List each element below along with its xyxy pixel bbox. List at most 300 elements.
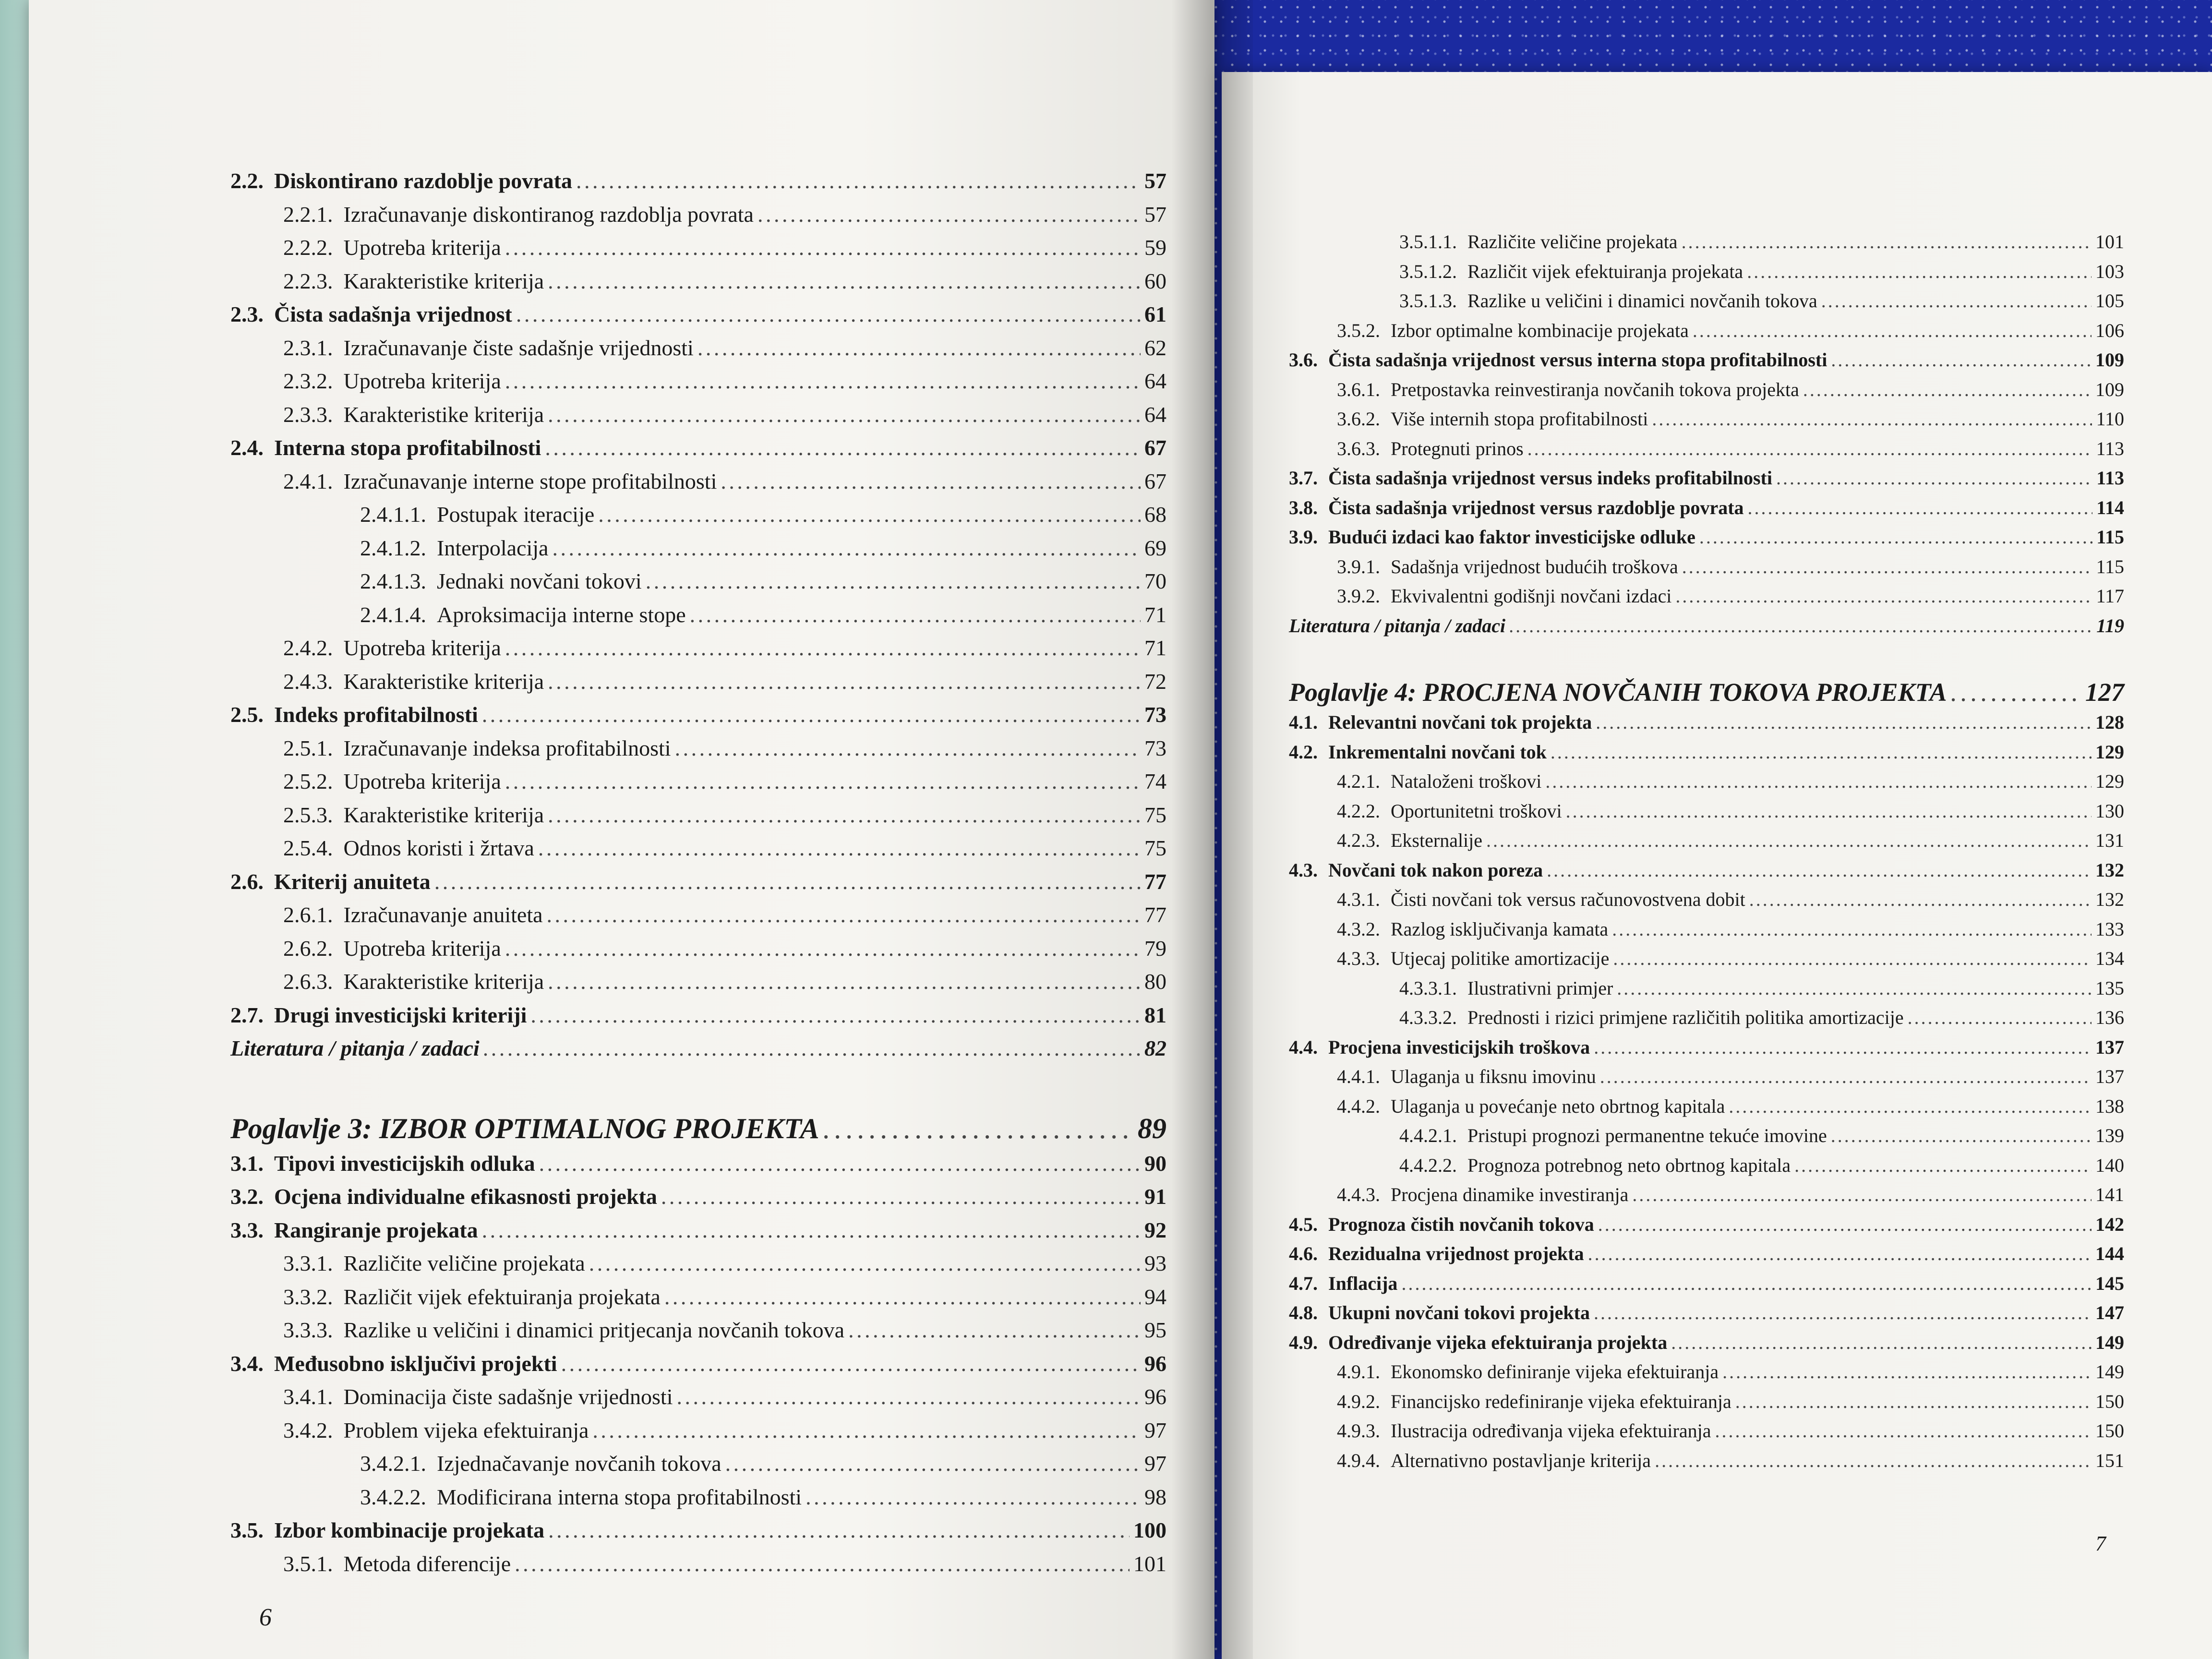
dot-leader — [1747, 260, 2092, 283]
toc-entry-title: Tipovi investicijskih odluka — [274, 1151, 535, 1176]
toc-entry-title: Izjednačavanje novčanih tokova — [437, 1451, 721, 1476]
toc-entry-title: Nataloženi troškovi — [1391, 770, 1542, 792]
dot-leader — [548, 268, 1141, 294]
dot-leader — [661, 1184, 1141, 1209]
toc-entry-number: 4.3. — [1289, 859, 1318, 881]
toc-entry-title: Alternativno postavljanje kriterija — [1391, 1449, 1651, 1471]
dot-leader — [1794, 1154, 2092, 1177]
toc-entry-title: Poglavlje 3: IZBOR OPTIMALNOG PROJEKTA — [230, 1112, 819, 1144]
toc-entry-title: Različit vijek efektuiranja projekata — [343, 1284, 661, 1309]
toc-section-entry — [1289, 1331, 2124, 1354]
dot-leader — [1699, 526, 2092, 548]
toc-entry-page: 59 — [1144, 235, 1166, 260]
toc-entry — [283, 1250, 1166, 1276]
dot-leader — [1594, 1036, 2092, 1058]
toc-entry-title: Inflacija — [1328, 1272, 1398, 1294]
toc-entry — [1337, 555, 2124, 578]
toc-entry — [283, 368, 1166, 394]
toc-entry-page: 142 — [2095, 1213, 2124, 1235]
toc-entry-page: 135 — [2095, 977, 2124, 999]
toc-entry-number: 2.4.1.2. — [360, 535, 426, 560]
toc-entry-page: 103 — [2095, 260, 2124, 282]
toc-entry-number: 4.4.3. — [1337, 1184, 1380, 1205]
toc-entry-number: 4.4. — [1289, 1036, 1318, 1058]
toc-entry — [283, 1551, 1166, 1576]
dot-leader — [505, 368, 1141, 394]
toc-entry-title: Odnos koristi i žrtava — [343, 836, 534, 860]
toc-entry-title: Različite veličine projekata — [343, 1251, 585, 1275]
toc-entry — [1337, 378, 2124, 401]
toc-entry-number: 4.7. — [1289, 1272, 1318, 1294]
dot-leader — [676, 1384, 1141, 1409]
dot-leader — [1600, 1065, 2092, 1088]
toc-entry-number: 2.2.2. — [283, 235, 333, 260]
toc-entry-number: 3.5.1.2. — [1399, 260, 1457, 282]
toc-entry-number: 2.3. — [230, 302, 264, 326]
toc-entry-title: Različit vijek efektuiranja projekata — [1467, 260, 1743, 282]
toc-entry-number: 3.3. — [230, 1217, 264, 1242]
dot-leader — [1749, 888, 2092, 911]
toc-entry-title: Izračunavanje interne stope profitabilnosti — [343, 469, 717, 493]
toc-entry-page: 89 — [1138, 1112, 1166, 1144]
toc-entry-page: 151 — [2095, 1449, 2124, 1471]
toc-entry-title: Aproksimacija interne stope — [437, 602, 686, 627]
toc-entry-title: Modificirana interna stopa profitabilnosti — [437, 1484, 802, 1509]
dot-leader — [1821, 289, 2092, 312]
toc-entry-number: 4.9. — [1289, 1331, 1318, 1353]
toc-entry-number: 4.9.4. — [1337, 1449, 1380, 1471]
toc-entry-title: Izračunavanje diskontiranog razdoblja povrata — [343, 202, 754, 227]
toc-entry-number: 2.4.1.4. — [360, 602, 426, 627]
dot-leader — [561, 1351, 1141, 1376]
toc-entry-title: Novčani tok nakon poreza — [1328, 859, 1543, 881]
dot-leader — [548, 969, 1141, 994]
toc-entry-title: Diskontirano razdoblje povrata — [274, 168, 572, 193]
toc-entry-title: Karakteristike kriterija — [343, 402, 544, 427]
toc-entry-number: 2.5.3. — [283, 802, 333, 827]
toc-entry-title: Upotreba kriterija — [343, 369, 501, 393]
toc-entry — [1337, 888, 2124, 911]
toc-entry-title: Izračunavanje čiste sadašnje vrijednosti — [343, 335, 694, 360]
toc-entry — [283, 669, 1166, 694]
dot-leader — [538, 835, 1141, 861]
dot-leader — [1596, 711, 2092, 733]
dot-leader — [1545, 770, 2092, 793]
toc-entry-page: 117 — [2096, 585, 2124, 607]
toc-entry-title: Različite veličine projekata — [1467, 231, 1678, 252]
toc-entry-number: 3.6. — [1289, 349, 1318, 371]
toc-entry-title: Procjena investicijskih troškova — [1328, 1036, 1590, 1058]
toc-entry — [360, 502, 1166, 527]
toc-entry-number: 2.5.2. — [283, 769, 333, 793]
toc-entry-page: 71 — [1144, 636, 1166, 660]
toc-entry-number: 3.1. — [230, 1151, 264, 1176]
toc-entry-number: 3.3.1. — [283, 1251, 333, 1275]
dot-leader — [505, 936, 1141, 961]
toc-entry-page: 60 — [1144, 268, 1166, 293]
dot-leader — [1598, 1213, 2092, 1236]
dot-leader — [548, 669, 1141, 694]
toc-entry-page: 73 — [1144, 702, 1166, 727]
toc-entry-number: 4.3.1. — [1337, 889, 1380, 910]
toc-entry-number: 3.7. — [1289, 467, 1318, 489]
dot-leader — [483, 1035, 1141, 1061]
toc-entry-number: 2.7. — [230, 1002, 264, 1027]
toc-entry — [283, 769, 1166, 794]
toc-entry-page: 149 — [2095, 1361, 2124, 1382]
toc-entry-page: 127 — [2085, 678, 2124, 707]
toc-entry-number: 3.6.1. — [1337, 378, 1380, 400]
toc-entry — [360, 535, 1166, 561]
dot-leader — [1715, 1419, 2092, 1442]
toc-entry-title: Procjena dinamike investiranja — [1391, 1184, 1629, 1205]
chapter-heading — [1289, 677, 2124, 707]
toc-entry-page: 109 — [2095, 378, 2124, 400]
toc-section-entry — [1289, 349, 2124, 371]
dot-leader — [1908, 1006, 2092, 1029]
toc-section-entry — [230, 1002, 1166, 1028]
toc-entry — [1337, 1390, 2124, 1413]
dot-leader — [548, 802, 1141, 828]
toc-entry-page: 72 — [1144, 669, 1166, 694]
toc-entry — [1399, 230, 2124, 253]
toc-entry-title: Izbor kombinacije projekata — [274, 1518, 545, 1542]
toc-entry — [1337, 1065, 2124, 1088]
toc-entry-page: 113 — [2096, 437, 2124, 459]
right-page — [1222, 72, 2212, 1659]
toc-entry-number: 3.9. — [1289, 526, 1318, 548]
toc-entry-page: 95 — [1144, 1318, 1166, 1342]
toc-entry-title: Međusobno isključivi projekti — [274, 1351, 557, 1376]
toc-entry — [230, 1035, 1166, 1061]
toc-entry-title: Dominacija čiste sadašnje vrijednosti — [343, 1384, 673, 1409]
toc-entry — [283, 402, 1166, 427]
toc-entry-page: 68 — [1144, 502, 1166, 527]
toc-entry-number: 4.9.1. — [1337, 1361, 1380, 1382]
toc-section-entry — [230, 301, 1166, 327]
toc-entry-page: 57 — [1144, 168, 1166, 193]
dot-leader — [1594, 1301, 2092, 1324]
toc-entry-number: 3.5.1.3. — [1399, 290, 1457, 312]
toc-entry-number: 3.4.2.1. — [360, 1451, 426, 1476]
toc-entry-page: 144 — [2095, 1243, 2124, 1264]
toc-entry-page: 137 — [2095, 1066, 2124, 1087]
toc-entry-page: 77 — [1144, 902, 1166, 927]
right-page-number: 7 — [2095, 1532, 2106, 1555]
dot-leader — [757, 202, 1141, 227]
toc-entry-title: Interpolacija — [437, 535, 549, 560]
toc-entry-page: 150 — [2095, 1390, 2124, 1412]
toc-section-entry — [1289, 1036, 2124, 1058]
toc-entry-title: Izračunavanje indeksa profitabilnosti — [343, 735, 671, 760]
toc-entry-number: 3.2. — [230, 1184, 264, 1209]
toc-entry-page: 134 — [2095, 948, 2124, 969]
toc-entry-page: 133 — [2095, 918, 2124, 940]
toc-entry — [360, 568, 1166, 594]
toc-entry-title: Pretpostavka reinvestiranja novčanih tokova projekta — [1391, 378, 1799, 400]
toc-entry-page: 67 — [1144, 435, 1166, 460]
toc-entry-page: 150 — [2095, 1420, 2124, 1442]
toc-entry-page: 80 — [1144, 969, 1166, 994]
dot-leader — [1831, 1124, 2092, 1147]
toc-entry-page: 94 — [1144, 1284, 1166, 1309]
dot-leader — [530, 1002, 1141, 1028]
toc-entry-page: 69 — [1144, 535, 1166, 560]
toc-entry — [283, 735, 1166, 761]
toc-entry-page: 140 — [2095, 1154, 2124, 1176]
toc-entry — [1337, 1183, 2124, 1206]
toc-entry — [1399, 1154, 2124, 1177]
toc-entry-number: 2.2.1. — [283, 202, 333, 227]
toc-entry-page: 136 — [2095, 1007, 2124, 1028]
dot-leader — [482, 1217, 1141, 1243]
toc-entry-title: Karakteristike kriterija — [343, 802, 544, 827]
toc-entry-page: 96 — [1144, 1384, 1166, 1409]
toc-entry-number: 2.2. — [230, 168, 264, 193]
toc-entry-page: 149 — [2095, 1331, 2124, 1353]
toc-entry-title: Razlog isključivanja kamata — [1391, 918, 1609, 940]
toc-entry-number: 2.6. — [230, 869, 264, 894]
toc-entry-title: Ilustracija određivanja vijeka efektuiranja — [1391, 1420, 1711, 1442]
toc-entry-number: 3.5.2. — [1337, 319, 1380, 341]
toc-entry-page: 64 — [1144, 369, 1166, 393]
toc-section-entry — [1289, 1213, 2124, 1236]
toc-entry-title: Drugi investicijski kriteriji — [274, 1002, 527, 1027]
toc-entry — [283, 1418, 1166, 1443]
dot-leader — [552, 535, 1141, 561]
dot-leader — [539, 1151, 1141, 1176]
toc-entry-page: 96 — [1144, 1351, 1166, 1376]
toc-entry — [1399, 1124, 2124, 1147]
toc-entry-title: Prognoza čistih novčanih tokova — [1328, 1213, 1594, 1235]
toc-entry — [283, 235, 1166, 260]
toc-entry-number: 2.5.4. — [283, 836, 333, 860]
dot-leader — [1682, 555, 2092, 578]
toc-entry-number: 2.3.1. — [283, 335, 333, 360]
toc-entry-title: Čista sadašnja vrijednost versus razdoblje povrata — [1328, 496, 1744, 518]
toc-entry-number: 4.2.2. — [1337, 800, 1380, 822]
toc-entry-title: Upotreba kriterija — [343, 636, 501, 660]
chapter-heading — [230, 1112, 1166, 1145]
toc-entry-page: 100 — [1133, 1518, 1166, 1542]
toc-entry-page: 115 — [2096, 555, 2124, 577]
toc-entry-number: 4.2.3. — [1337, 830, 1380, 851]
toc-entry-page: 97 — [1144, 1451, 1166, 1476]
toc-entry-page: 61 — [1144, 302, 1166, 326]
toc-entry-page: 106 — [2095, 319, 2124, 341]
left-page — [29, 0, 1214, 1659]
toc-entry-title: Budući izdaci kao faktor investicijske odluke — [1328, 526, 1695, 548]
toc-entry — [283, 335, 1166, 361]
toc-entry-number: 2.4.1. — [283, 469, 333, 493]
dot-leader — [1655, 1449, 2092, 1472]
toc-entry-number: 3.4. — [230, 1351, 264, 1376]
toc-entry — [283, 835, 1166, 861]
toc-section-entry — [1289, 467, 2124, 489]
dot-leader — [1509, 614, 2092, 637]
toc-entry-number: 3.5. — [230, 1518, 264, 1542]
dot-leader — [1612, 918, 2092, 940]
toc-entry-page: 57 — [1144, 202, 1166, 227]
toc-section-entry — [1289, 496, 2124, 519]
toc-entry-title: Postupak iteracije — [437, 502, 595, 527]
dot-leader — [1729, 1095, 2092, 1118]
dot-leader — [1527, 437, 2092, 460]
toc-entry-title: Indeks profitabilnosti — [274, 702, 478, 727]
toc-entry-page: 132 — [2095, 889, 2124, 910]
toc-entry-title: Upotreba kriterija — [343, 936, 501, 961]
toc-entry-number: 2.4.2. — [283, 636, 333, 660]
toc-entry-page: 82 — [1144, 1036, 1166, 1060]
toc-entry-title: Čista sadašnja vrijednost versus interna stopa profitabilnosti — [1328, 349, 1827, 371]
toc-entry-number: 4.9.2. — [1337, 1390, 1380, 1412]
toc-entry-page: 93 — [1144, 1251, 1166, 1275]
toc-entry-number: 3.6.3. — [1337, 437, 1380, 459]
toc-entry-number: 3.5.1. — [283, 1551, 333, 1576]
dot-leader — [505, 635, 1141, 661]
dot-leader — [1951, 677, 2081, 707]
toc-entry-number: 3.4.2.2. — [360, 1484, 426, 1509]
toc-entry-title: Više internih stopa profitabilnosti — [1391, 408, 1648, 430]
toc-entry-number: 4.3.3. — [1337, 948, 1380, 969]
toc-entry-number: 2.3.2. — [283, 369, 333, 393]
toc-section-entry — [230, 435, 1166, 460]
dot-leader — [1675, 585, 2092, 607]
toc-section-entry — [1289, 711, 2124, 733]
dot-leader — [1776, 467, 2092, 489]
toc-entry-number: 4.4.2.1. — [1399, 1125, 1457, 1146]
toc-entry — [1399, 289, 2124, 312]
toc-entry-number: 4.6. — [1289, 1243, 1318, 1264]
toc-entry — [283, 936, 1166, 961]
toc-entry-page: 109 — [2095, 349, 2124, 371]
toc-entry-number: 3.8. — [1289, 496, 1318, 518]
toc-entry-page: 139 — [2095, 1125, 2124, 1146]
dot-leader — [592, 1418, 1141, 1443]
dot-leader — [589, 1250, 1141, 1276]
toc-entry-page: 98 — [1144, 1484, 1166, 1509]
toc-entry-title: Protegnuti prinos — [1391, 437, 1524, 459]
toc-entry-title: Čisti novčani tok versus računovostvena dobit — [1391, 889, 1745, 910]
dot-leader — [1735, 1390, 2092, 1413]
toc-entry-page: 92 — [1144, 1217, 1166, 1242]
toc-entry — [1399, 1006, 2124, 1029]
dot-leader — [1566, 800, 2092, 822]
toc-entry-page: 138 — [2095, 1095, 2124, 1117]
toc-entry-title: Ilustrativni primjer — [1467, 977, 1613, 999]
toc-entry — [1337, 1360, 2124, 1383]
toc-entry-number: 4.8. — [1289, 1302, 1318, 1323]
toc-entry-number: 3.5.1.1. — [1399, 231, 1457, 252]
dot-leader — [1671, 1331, 2092, 1354]
toc-entry-number: 4.3.2. — [1337, 918, 1380, 940]
toc-entry-title: Ocjena individualne efikasnosti projekta — [274, 1184, 657, 1209]
toc-entry-page: 129 — [2095, 741, 2124, 763]
toc-entry-number: 2.5. — [230, 702, 264, 727]
toc-entry — [1337, 829, 2124, 852]
toc-section-entry — [1289, 741, 2124, 763]
toc-section-entry — [230, 1351, 1166, 1376]
toc-entry-page: 74 — [1144, 769, 1166, 793]
toc-entry-title: Pristupi prognozi permanentne tekuće imovine — [1467, 1125, 1827, 1146]
toc-entry-number: 3.4.2. — [283, 1418, 333, 1443]
toc-entry-title: Poglavlje 4: PROCJENA NOVČANIH TOKOVA PROJEKTA — [1289, 678, 1947, 707]
toc-entry-number: 3.9.2. — [1337, 585, 1380, 607]
toc-entry-title: Upotreba kriterija — [343, 769, 501, 793]
toc-entry-number: 4.4.2.2. — [1399, 1154, 1457, 1176]
toc-entry-title: Ekonomsko definiranje vijeka efektuiranja — [1391, 1361, 1719, 1382]
toc-entry-page: 67 — [1144, 469, 1166, 493]
toc-entry-title: Interna stopa profitabilnosti — [274, 435, 541, 460]
toc-entry-page: 130 — [2095, 800, 2124, 822]
toc-entry-page: 101 — [2095, 231, 2124, 252]
toc-entry-title: Čista sadašnja vrijednost versus indeks profitabilnosti — [1328, 467, 1772, 489]
toc-entry-number: 2.6.3. — [283, 969, 333, 994]
toc-entry-number: 2.6.1. — [283, 902, 333, 927]
toc-entry — [360, 1484, 1166, 1510]
toc-entry-page: 62 — [1144, 335, 1166, 360]
toc-entry-number: 3.4.1. — [283, 1384, 333, 1409]
toc-entry-number: 4.3.3.2. — [1399, 1007, 1457, 1028]
dot-leader — [548, 1517, 1130, 1543]
toc-entry-title: Kriterij anuiteta — [274, 869, 431, 894]
dot-leader — [505, 769, 1141, 794]
toc-entry-title: Određivanje vijeka efektuiranja projekta — [1328, 1331, 1668, 1353]
toc-entry — [1337, 585, 2124, 607]
dot-leader — [1486, 829, 2092, 852]
dot-leader — [1693, 319, 2092, 342]
toc-entry-number: 4.1. — [1289, 711, 1318, 733]
toc-entry — [1337, 800, 2124, 822]
toc-section-entry — [1289, 1301, 2124, 1324]
dot-leader — [725, 1451, 1141, 1476]
dot-leader — [664, 1284, 1141, 1310]
toc-entry-title: Razlike u veličini i dinamici pritjecanja novčanih tokova — [343, 1318, 845, 1342]
toc-entry — [283, 802, 1166, 828]
dot-leader — [1401, 1272, 2092, 1295]
toc-entry — [1289, 614, 2124, 637]
book-spine-shadow — [1171, 0, 1253, 1659]
dot-leader — [576, 168, 1141, 193]
toc-entry — [360, 602, 1166, 627]
toc-entry — [1337, 1449, 2124, 1472]
toc-entry-page: 132 — [2095, 859, 2124, 881]
toc-entry — [1337, 319, 2124, 342]
toc-entry — [1337, 437, 2124, 460]
toc-entry-number: 2.4.1.1. — [360, 502, 426, 527]
toc-entry-number: 4.4.2. — [1337, 1095, 1380, 1117]
toc-entry-title: Eksternalije — [1391, 830, 1483, 851]
toc-entry-page: 113 — [2096, 467, 2124, 489]
dot-leader — [434, 869, 1141, 894]
toc-entry-title: Karakteristike kriterija — [343, 969, 544, 994]
dot-leader — [547, 902, 1141, 927]
toc-entry-title: Literatura / pitanja / zadaci — [230, 1036, 480, 1060]
toc-entry — [360, 1451, 1166, 1476]
toc-entry — [283, 969, 1166, 994]
toc-entry-page: 141 — [2095, 1184, 2124, 1205]
toc-entry-page: 73 — [1144, 735, 1166, 760]
toc-entry-page: 75 — [1144, 836, 1166, 860]
toc-entry-page: 75 — [1144, 802, 1166, 827]
dot-leader — [646, 568, 1141, 594]
toc-section-entry — [230, 1151, 1166, 1176]
dot-leader — [690, 602, 1141, 627]
toc-entry — [1337, 770, 2124, 793]
toc-entry — [283, 1384, 1166, 1409]
toc-entry-title: Ulaganja u fiksnu imovinu — [1391, 1066, 1596, 1087]
dot-leader — [516, 301, 1141, 327]
